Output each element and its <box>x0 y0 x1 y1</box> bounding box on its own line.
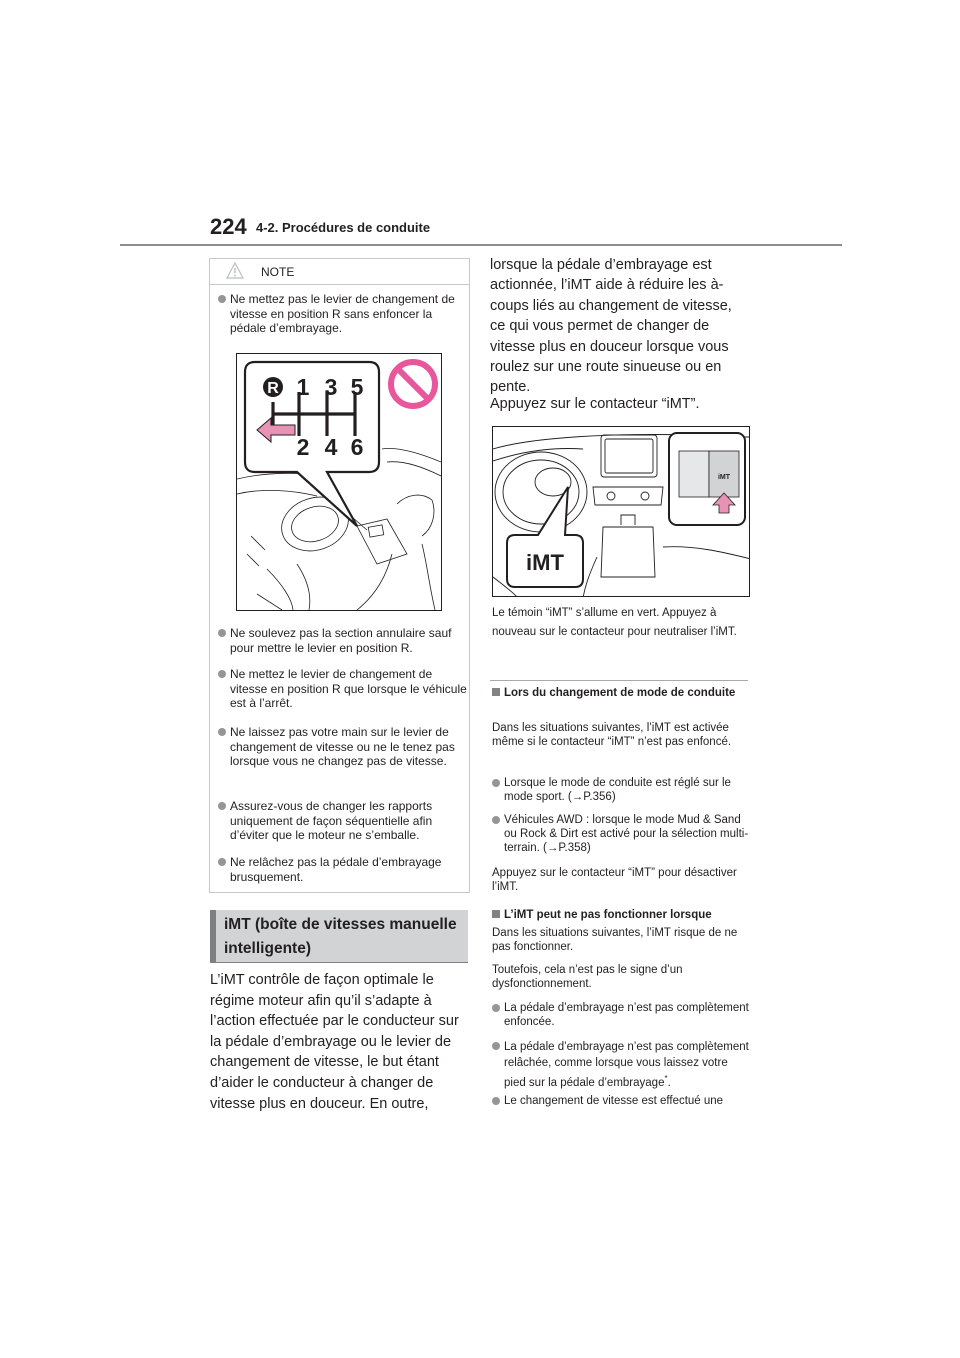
note-header <box>210 259 469 285</box>
press-switch-text: Appuyez sur le contacteur “iMT”. <box>490 396 700 412</box>
section-title: 4-2. Procédures de conduite <box>256 220 431 235</box>
note-item: Assurez-vous de changer les rapports uniquement de façon séquentielle afin d’éviter que le moteur ne s’emballe. <box>218 799 468 843</box>
heading-rule <box>210 962 468 963</box>
may-not-work-heading: L’iMT peut ne pas fonctionner lorsque <box>492 908 748 922</box>
bullet-dot-icon <box>218 802 226 810</box>
square-bullet-icon <box>492 688 500 696</box>
note-item: Ne relâchez pas la pédale d’embrayage brusquement. <box>218 855 468 884</box>
warning-triangle-icon <box>226 262 244 280</box>
bullet-dot-icon <box>492 1042 500 1050</box>
header-rule <box>120 244 842 246</box>
bullet-dot-icon <box>218 629 226 637</box>
imt-button-label: iMT <box>717 474 731 481</box>
may-not-work-intro2: Toutefois, cela n’est pas le signe d’un dysfonctionnement. <box>492 964 683 990</box>
may-not-work-item: La pédale d’embrayage n’est pas complètement enfoncée. <box>492 1001 750 1029</box>
may-not-work-intro: Dans les situations suivantes, l’iMT risque de ne pas fonctionner. <box>492 927 738 953</box>
gear-shift-drawing <box>237 354 442 611</box>
gear-1-label: 1 <box>296 374 310 400</box>
figure-caption: Le témoin “iMT” s’allume en vert. Appuyez à nouveau sur le contacteur pour neutraliser l’iMT. <box>492 607 737 638</box>
gear-6-label: 6 <box>350 434 364 460</box>
imt-indicator-label: iMT <box>526 550 564 575</box>
note-item: Ne laissez pas votre main sur le levier de changement de vitesse ou ne le tenez pas lorsque vous ne changez pas de vitesse. <box>218 725 468 769</box>
imt-switch-illustration <box>492 426 750 597</box>
driving-mode-heading: Lors du changement de mode de conduite <box>492 686 748 700</box>
note-item: Ne mettez le levier de changement de vitesse en position R que lorsque le véhicule est à l’arrêt. <box>218 667 468 711</box>
bullet-dot-icon <box>218 670 226 678</box>
bullet-dot-icon <box>492 779 500 787</box>
prohibited-icon <box>391 362 435 406</box>
driving-mode-outro: Appuyez sur le contacteur “iMT” pour désactiver l’iMT. <box>492 867 737 893</box>
gear-5-label: 5 <box>350 374 364 400</box>
footnote-mark: * <box>664 1074 668 1083</box>
imt-switch-drawing <box>493 427 750 597</box>
imt-continued-text: lorsque la pédale d’embrayage est actionnée, l’iMT aide à réduire les à-coups liés au changement de vitesse, ce qui vous permet de changer de vitesse plus en douceur lorsque vous roulez sur une route sinueuse ou en pente. <box>490 257 732 396</box>
gear-3-label: 3 <box>324 374 338 400</box>
bullet-dot-icon <box>218 295 226 303</box>
note-item: Ne soulevez pas la section annulaire sauf pour mettre le levier en position R. <box>218 626 468 655</box>
note-item: Ne mettez pas le levier de changement de vitesse en position R sans enfoncer la pédale d’embrayage. <box>218 292 468 336</box>
driving-mode-item: Lorsque le mode de conduite est réglé sur le mode sport. (→P.356) <box>492 776 750 804</box>
bullet-dot-icon <box>218 728 226 736</box>
gear-shift-illustration <box>236 353 442 611</box>
bullet-dot-icon <box>218 858 226 866</box>
gear-4-label: 4 <box>324 434 338 460</box>
bullet-dot-icon <box>492 1004 500 1012</box>
bullet-dot-icon <box>492 816 500 824</box>
bullet-dot-icon <box>492 1097 500 1105</box>
square-bullet-icon <box>492 910 500 918</box>
note-title: NOTE <box>261 265 295 279</box>
note-box <box>209 258 470 893</box>
may-not-work-item: La pédale d’embrayage n’est pas complètement relâchée, comme lorsque vous laissez votre pied sur la pédale d’embrayage*. <box>492 1039 750 1091</box>
driving-mode-item: Véhicules AWD : lorsque le mode Mud & Sand ou Rock & Dirt est activé pour la sélection multi-terrain. (→P.358) <box>492 813 750 855</box>
driving-mode-intro: Dans les situations suivantes, l’iMT est activée même si le contacteur “iMT” n’est pas enfoncé. <box>492 722 732 748</box>
page-number: 224 <box>210 214 247 239</box>
imt-intro-text: L’iMT contrôle de façon optimale le régime moteur afin qu’il s’adapte à l’action effectuée par le conducteur sur la pédale d’embrayage ou le levier de changement de vitesse, le but étant d’aider le conducteur à changer de vitesse plus en douceur. En outre, <box>210 972 459 1112</box>
may-not-work-item: Le changement de vitesse est effectué une <box>492 1094 750 1108</box>
imt-section-heading: iMT (boîte de vitesses manuelle intelligente) <box>210 910 468 962</box>
gear-2-label: 2 <box>296 434 310 460</box>
section-divider <box>490 680 748 681</box>
gear-r-label: R <box>267 380 279 397</box>
